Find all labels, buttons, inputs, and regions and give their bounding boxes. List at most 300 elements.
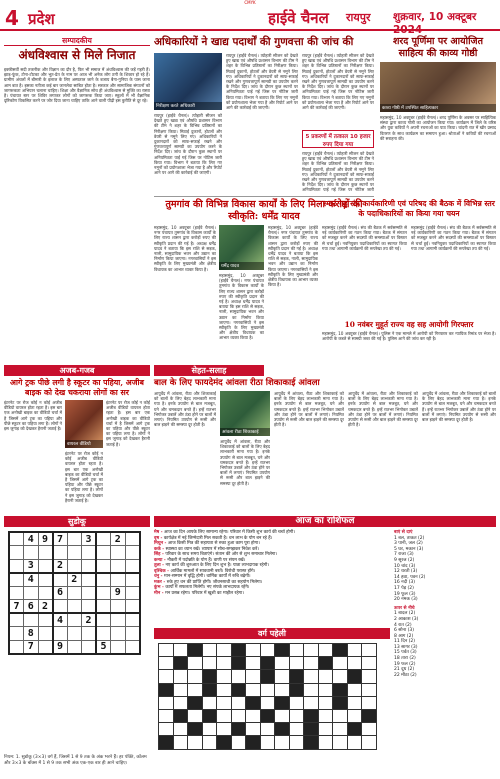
crossword-cell bbox=[275, 736, 290, 749]
rashi-sign: सिंह - bbox=[154, 552, 166, 557]
crossword-cell bbox=[333, 736, 348, 749]
issue-date: शुक्रवार, 10 अक्टूबर 2024 bbox=[393, 11, 477, 36]
sudoku-cell bbox=[53, 573, 68, 587]
crossword-cell bbox=[289, 683, 304, 696]
down-clues bbox=[394, 611, 496, 678]
crossword-row bbox=[159, 670, 377, 683]
ajab-photo bbox=[65, 400, 103, 448]
rashi-text: कार्यों में सफलता मिलेगी। नए संपर्क लाभदायक रहेंगे। bbox=[165, 585, 250, 590]
crossword-cell bbox=[260, 644, 275, 657]
crossword-cell bbox=[318, 736, 333, 749]
right-body: महासमुंद, 10 अक्टूबर (हाईवे चैनल)। शरद पूर्णिमा के अवसर पर साहित्यिक संस्था द्वारा काव्य गोष्ठी का आयोजन किया गया। कार्यक्रम में जिले के वरिष्ठ और युवा कवियों ने अपनी रचनाओं का पाठ किया। चांदनी रात में खीर प्रसाद वितरण के साथ कार्यक्रम का समापन हुआ। श्रोताओं ने कवियों की रचनाओं की सराहना की। bbox=[380, 115, 496, 141]
crossword-cell bbox=[333, 696, 348, 709]
crossword-cell bbox=[318, 644, 333, 657]
crossword-cell bbox=[275, 723, 290, 736]
crossword-cell bbox=[202, 696, 217, 709]
sudoku-cell bbox=[111, 573, 126, 587]
sudoku-cell: 2 bbox=[67, 573, 82, 587]
health-label-box bbox=[154, 365, 496, 376]
sudoku-cell bbox=[96, 532, 111, 546]
crossword-cell bbox=[159, 657, 174, 670]
crossword-cell bbox=[188, 723, 203, 736]
rashi-sign: मिथुन - bbox=[154, 541, 168, 546]
newspaper-logo: हाईवे चैनल bbox=[268, 9, 329, 27]
crossword-cell bbox=[202, 723, 217, 736]
sudoku-cell bbox=[24, 546, 39, 560]
crossword-cell bbox=[260, 723, 275, 736]
crossword-cell bbox=[318, 657, 333, 670]
sudoku-cell bbox=[125, 559, 140, 573]
crossword-cell bbox=[333, 723, 348, 736]
ajab-label-box bbox=[4, 365, 150, 376]
rashi-text: रुके हुए धन की प्राप्ति होगी। जीवनसाथी का सहयोग मिलेगा। bbox=[166, 579, 263, 585]
crossword-cell bbox=[159, 723, 174, 736]
crossword-cell bbox=[173, 723, 188, 736]
crossword-cell bbox=[246, 736, 261, 749]
divider bbox=[154, 196, 374, 197]
crossword-cell bbox=[362, 683, 377, 696]
story3-body-col2: महासमुंद (हाईवे चैनल)। संघ की बैठक में सर्वसम्मति से नई कार्यकारिणी का गठन किया गया। बैठक में संगठन को मजबूत करने और सदस्यों की समस्याओं पर विस्तार से चर्चा हुई। नवनियुक्त पदाधिकारियों का स्वागत किया गया तथा आगामी कार्यक्रमों की रूपरेखा तय की गई। bbox=[411, 225, 496, 251]
crossword-cell bbox=[318, 723, 333, 736]
sudoku-cell bbox=[9, 546, 24, 560]
rashi-sign: वृश्चिक - bbox=[154, 568, 171, 574]
crossword-cell bbox=[202, 736, 217, 749]
across-clue: 16 नदी (3) bbox=[394, 580, 416, 586]
across-clue: 12 धरती (3) bbox=[394, 569, 418, 575]
crossword-cell bbox=[289, 709, 304, 722]
crossword-cell bbox=[173, 709, 188, 722]
crossword-row bbox=[159, 736, 377, 749]
rashi-text: आर्थिक मामलों में सावधानी बरतें। विरोधी परास्त होंगे। bbox=[170, 568, 256, 574]
sudoku-cell bbox=[67, 627, 82, 641]
crossword-cell bbox=[159, 696, 174, 709]
crossword-cell bbox=[347, 723, 362, 736]
story3-body-col1: महासमुंद (हाईवे चैनल)। संघ की बैठक में सर्वसम्मति से नई कार्यकारिणी का गठन किया गया। बैठक में संगठन को मजबूत करने और सदस्यों की समस्याओं पर विस्तार से चर्चा हुई। नवनियुक्त पदाधिकारियों का स्वागत किया गया तथा आगामी कार्यक्रमों की रूपरेखा तय की गई। bbox=[322, 225, 407, 251]
sudoku-cell: 6 bbox=[53, 586, 68, 600]
down-clue: 6 सोना (3) bbox=[394, 628, 414, 634]
sudoku-cell bbox=[111, 613, 126, 627]
crossword-cell bbox=[260, 736, 275, 749]
crossword-cell bbox=[333, 644, 348, 657]
crossword-cell bbox=[275, 696, 290, 709]
sudoku-label-box bbox=[4, 516, 150, 528]
sudoku-cell bbox=[82, 586, 97, 600]
sudoku-cell bbox=[9, 627, 24, 641]
crossword-cell bbox=[347, 644, 362, 657]
crossword-cell bbox=[333, 709, 348, 722]
page-number: 4 bbox=[5, 6, 19, 30]
crossword-cell bbox=[275, 709, 290, 722]
rashi-sign: मेष - bbox=[154, 530, 165, 535]
section-title: प्रदेश bbox=[28, 10, 55, 28]
sudoku-cell bbox=[67, 559, 82, 573]
sudoku-cell bbox=[67, 600, 82, 614]
crossword-cell bbox=[159, 644, 174, 657]
crossword-cell bbox=[217, 709, 232, 722]
across-clue: 14 हवा, पवन (2) bbox=[394, 574, 426, 580]
rashi-text: कार्यक्षेत्र में नई जिम्मेदारी मिल सकती है। धन लाभ के योग बन रहे हैं। bbox=[163, 535, 273, 541]
crossword-cell bbox=[159, 670, 174, 683]
crossword-clues bbox=[394, 530, 496, 776]
crossword-cell bbox=[318, 709, 333, 722]
crossword-cell bbox=[289, 644, 304, 657]
sudoku-cell bbox=[125, 613, 140, 627]
crossword-cell bbox=[347, 736, 362, 749]
crossword-cell bbox=[217, 670, 232, 683]
sudoku-cell: 2 bbox=[53, 559, 68, 573]
rashi-sign: कुंभ - bbox=[154, 585, 166, 590]
crossword-cell bbox=[202, 683, 217, 696]
crossword-row bbox=[159, 657, 377, 670]
rashifal-list bbox=[154, 530, 390, 626]
crossword-cell bbox=[318, 683, 333, 696]
down-clue: 8 आग (2) bbox=[394, 633, 414, 639]
sudoku-cell bbox=[67, 640, 82, 654]
crossword-row bbox=[159, 644, 377, 657]
sudoku-cell bbox=[96, 613, 111, 627]
crossword-cell bbox=[231, 670, 246, 683]
color-registration-mark: CMYK bbox=[0, 0, 500, 5]
across-clue: 1 बल, ताकत (2) bbox=[394, 535, 425, 541]
crossword-cell bbox=[173, 696, 188, 709]
ajab-body-col1: इंटरनेट पर रोज कोई न कोई अजीब वीडियो वायरल होता रहता है। इस बार एक अनोखी बाइक का वीडियो चर्चा में है जिसमें आगे ट्रक का पहिया और पीछे स्कूटर का पहिया लगा है। लोगों ने इस जुगाड़ को देखकर हैरानी जताई है। bbox=[4, 400, 62, 432]
crossword-cell bbox=[246, 657, 261, 670]
story2-body-col1: महासमुंद, 10 अक्टूबर (हाईवे चैनल)। नगर पंचायत तुमगांव के विकास कार्यों के लिए राज्य शासन द्वारा करोड़ों रुपए की स्वीकृति प्रदान की गई है। अध्यक्ष धर्मेंद्र यादव ने बताया कि इस राशि से सड़क, नाली, सामुदायिक भवन और उद्यान का निर्माण किया जाएगा। नगरवासियों ने इस स्वीकृति के लिए मुख्यमंत्री और क्षेत्रीय विधायक का आभार व्यक्त किया है। bbox=[154, 225, 216, 272]
sudoku-row bbox=[9, 573, 140, 587]
sudoku-label: सुडोकू bbox=[4, 516, 150, 527]
rashi-sign: वृष - bbox=[154, 535, 164, 541]
lead-body-col4: रायपुर (हाईवे चैनल)। त्योहारी सीजन को देखते हुए खाद्य एवं औषधि प्रशासन विभाग की टीम ने शहर के विभिन्न प्रतिष्ठानों का निरीक्षण किया। मिठाई दुकानों, होटलों और डेयरी से नमूने लिए गए। अधिकारियों ने दुकानदारों को साफ-सफाई रखने और गुणवत्तापूर्ण सामग्री का उपयोग करने के निर्देश दिए। जांच के दौरान कुछ स्थानों पर अनियमितता पाई गई जिस पर नोटिस जारी bbox=[302, 151, 374, 193]
crossword-cell bbox=[289, 696, 304, 709]
crossword-cell bbox=[304, 736, 319, 749]
sudoku-cell bbox=[9, 613, 24, 627]
rashi-text: मान-सम्मान में वृद्धि होगी। धार्मिक कार्यों में रुचि बढ़ेगी। bbox=[164, 574, 251, 579]
story2-photo-caption: धर्मेंद्र यादव bbox=[219, 262, 264, 270]
ajab-body-col3: इंटरनेट पर रोज कोई न कोई अजीब वीडियो वायरल होता रहता है। इस बार एक अनोखी बाइक का वीडियो चर्चा में है जिसमें आगे ट्रक का पहिया और पीछे स्कूटर का पहिया लगा है। लोगों ने इस जुगाड़ को देखकर हैरानी जताई है। bbox=[106, 400, 150, 447]
sudoku-cell bbox=[82, 559, 97, 573]
sudoku-rules: नियम: 1. सुडोकू (3×3) वर्ग हैं, जिसमें 1 से 9 तक के अंक भरने हैं। हर पंक्ति, कॉलम और 3×3 के बॉक्स में 1 से 9 तक सभी अंक एक-एक बार ही आने चाहिए। bbox=[4, 755, 147, 766]
sudoku-cell bbox=[111, 559, 126, 573]
story2-headline: तुमगांव की विभिन्न विकास कार्यों के लिए मिला करोड़ों की स्वीकृति: धर्मेंद्र यादव bbox=[165, 199, 363, 222]
crossword-cell bbox=[260, 696, 275, 709]
sudoku-cell bbox=[53, 546, 68, 560]
right-photo-caption: काव्य गोष्ठी में उपस्थित साहित्यकार bbox=[380, 104, 496, 112]
crossword-grid bbox=[158, 643, 377, 750]
right-photo bbox=[380, 62, 496, 112]
sudoku-row bbox=[9, 627, 140, 641]
sudoku-cell bbox=[111, 600, 126, 614]
lead-photo bbox=[154, 53, 222, 110]
health-photo-caption: आंवला रीठा शिकाकाई bbox=[220, 428, 270, 436]
editorial-body: इक्कीसवीं सदी तकनीक और विज्ञान का दौर है, फिर भी समाज में अंधविश्वास की जड़ें गहरी हैं। झाड़-फूंक, टोना-टोटका और भूत-प्रेत के नाम पर आज भी अनेक लोग ठगी के शिकार हो रहे हैं। ग्रामीण अंचलों में बीमारी के इलाज के लिए अस्पताल जाने के बजाय बैगा-गुनिया के पास जाना आम बात है। इसका नतीजा कई बार जानलेवा साबित होता है। सरकार और सामाजिक संगठनों को जागरूकता अभियान चलाना चाहिए। शिक्षा और वैज्ञानिक सोच ही अंधविश्वास से मुक्ति का रास्ता है। पंचायत स्तर पर शिविर लगाकर लोगों को जागरूक किया जाए। स्कूलों में भी वैज्ञानिक दृष्टिकोण विकसित करने पर जोर दिया जाना चाहिए ताकि आने वाली पीढ़ी इस कुरीति से दूर रहे। bbox=[4, 67, 150, 104]
health-label: सेहत-सलाह bbox=[154, 365, 264, 376]
crossword-cell bbox=[362, 736, 377, 749]
story2-body-col2: महासमुंद, 10 अक्टूबर (हाईवे चैनल)। नगर पंचायत तुमगांव के विकास कार्यों के लिए राज्य शासन द्वारा करोड़ों रुपए की स्वीकृति प्रदान की गई है। अध्यक्ष धर्मेंद्र यादव ने बताया कि इस राशि से सड़क, नाली, सामुदायिक भवन और उद्यान का निर्माण किया जाएगा। नगरवासियों ने इस स्वीकृति के लिए मुख्यमंत्री और क्षेत्रीय विधायक का आभार व्यक्त किया है। bbox=[219, 273, 264, 341]
crossword-cell bbox=[362, 723, 377, 736]
crossword-cell bbox=[246, 723, 261, 736]
sudoku-cell bbox=[96, 600, 111, 614]
sudoku-row bbox=[9, 586, 140, 600]
rashi-text: स्वास्थ्य का ध्यान रखें। व्यापार में सोच-समझकर निवेश करें। bbox=[165, 546, 259, 552]
down-clue: 18 तारा (2) bbox=[394, 656, 416, 662]
sudoku-cell: 3 bbox=[24, 559, 39, 573]
crossword-cell bbox=[231, 696, 246, 709]
crossword-cell bbox=[362, 696, 377, 709]
rashi-text: नए कार्य की शुरुआत के लिए दिन शुभ है। यात्रा लाभदायक रहेगी। bbox=[165, 563, 270, 568]
story4-headline: 10 नवंबर मुहूर्त राज्य वह सह आयोगी गिरफ्तार bbox=[344, 320, 474, 329]
lead-photo-caption: निरीक्षण करते अधिकारी bbox=[154, 102, 222, 110]
lead-pull-quote: 5 प्रकरणों में तत्काल 10 हजार रुपए दिया गया bbox=[302, 130, 374, 148]
down-clue: 1 बादल (2) bbox=[394, 611, 416, 617]
across-clue: 19 फूल (3) bbox=[394, 591, 416, 597]
rashifal-label-box bbox=[154, 516, 496, 528]
across-title: बाएं से दाएं bbox=[394, 530, 413, 535]
sudoku-row bbox=[9, 600, 140, 614]
down-clue: 13 सागर (3) bbox=[394, 644, 418, 650]
crossword-cell bbox=[217, 683, 232, 696]
rashi-sign: तुला - bbox=[154, 563, 166, 568]
story3-headline: स्मार्ट गड्ड संघ कार्यकारिणी एवं परिषद की बैठक में विभिन्न स्तर के पदाधिकारियों का किया गया चयन bbox=[323, 199, 495, 218]
sudoku-cell bbox=[38, 627, 53, 641]
sudoku-cell: 6 bbox=[24, 600, 39, 614]
crossword-cell bbox=[202, 709, 217, 722]
crossword-cell bbox=[347, 670, 362, 683]
rashi-sign: कर्क - bbox=[154, 546, 166, 552]
across-clue: 9 सूरज (2) bbox=[394, 557, 415, 563]
crossword-cell bbox=[202, 644, 217, 657]
sudoku-cell: 4 bbox=[53, 613, 68, 627]
crossword-cell bbox=[304, 723, 319, 736]
sudoku-cell bbox=[125, 586, 140, 600]
lead-body-col1: रायपुर (हाईवे चैनल)। त्योहारी सीजन को देखते हुए खाद्य एवं औषधि प्रशासन विभाग की टीम ने शहर के विभिन्न प्रतिष्ठानों का निरीक्षण किया। मिठाई दुकानों, होटलों और डेयरी से नमूने लिए गए। अधिकारियों ने दुकानदारों को साफ-सफाई रखने और गुणवत्तापूर्ण सामग्री का उपयोग करने के निर्देश दिए। जांच के दौरान कुछ स्थानों पर अनियमितता पाई गई जिस पर नोटिस जारी किया गया। विभाग ने बताया कि लिए गए नमूनों को प्रयोगशाला भेजा गया है और रिपोर्ट आने पर आगे की कार्रवाई की जाएगी। bbox=[154, 113, 222, 176]
sudoku-row bbox=[9, 613, 140, 627]
crossword-cell bbox=[347, 683, 362, 696]
health-headline: बाल के लिए फायदेमंद आंवला रीठा शिकाकाई आंवला bbox=[154, 378, 320, 388]
crossword-cell bbox=[188, 657, 203, 670]
sudoku-cell bbox=[111, 546, 126, 560]
sudoku-cell bbox=[9, 573, 24, 587]
edition-city: रायपुर bbox=[346, 11, 371, 24]
ajab-label: अजब-गजब bbox=[4, 365, 150, 376]
crossword-cell bbox=[304, 709, 319, 722]
sudoku-cell: 8 bbox=[24, 627, 39, 641]
page-header bbox=[0, 5, 500, 36]
down-clue: 4 रात (2) bbox=[394, 622, 412, 628]
sudoku-cell bbox=[38, 640, 53, 654]
sudoku-cell bbox=[82, 640, 97, 654]
crossword-cell bbox=[318, 670, 333, 683]
editorial-headline: अंधविश्वास से मिले निजात bbox=[18, 48, 136, 62]
crossword-cell bbox=[188, 670, 203, 683]
crossword-cell bbox=[289, 657, 304, 670]
sudoku-cell: 9 bbox=[38, 532, 53, 546]
down-title: ऊपर से नीचे bbox=[394, 605, 415, 611]
crossword-cell bbox=[202, 670, 217, 683]
crossword-cell bbox=[362, 644, 377, 657]
sudoku-cell bbox=[53, 600, 68, 614]
sudoku-row bbox=[9, 559, 140, 573]
crossword-cell bbox=[202, 657, 217, 670]
crossword-cell bbox=[362, 670, 377, 683]
sudoku-cell: 2 bbox=[111, 532, 126, 546]
down-clue: 22 मीठा (2) bbox=[394, 672, 417, 678]
rashifal-label: आज का राशिफल bbox=[154, 516, 496, 527]
rashifal-item bbox=[154, 591, 390, 597]
crossword-cell bbox=[304, 644, 319, 657]
crossword-cell bbox=[173, 657, 188, 670]
sudoku-cell: 2 bbox=[82, 613, 97, 627]
sudoku-cell bbox=[125, 640, 140, 654]
sudoku-cell bbox=[38, 573, 53, 587]
sudoku-cell bbox=[82, 573, 97, 587]
down-clue: 19 फल (2) bbox=[394, 661, 416, 667]
sudoku-cell bbox=[96, 546, 111, 560]
crossword-cell bbox=[159, 683, 174, 696]
crossword-cell bbox=[217, 657, 232, 670]
crossword-cell bbox=[188, 696, 203, 709]
crossword-label-box bbox=[154, 628, 390, 640]
sudoku-cell bbox=[125, 600, 140, 614]
crossword-cell bbox=[188, 736, 203, 749]
rashi-text: मन प्रसन्न रहेगा। परिवार में खुशी का माहौल रहेगा। bbox=[165, 590, 244, 596]
crossword-cell bbox=[333, 657, 348, 670]
across-clue: 7 राजा (3) bbox=[394, 552, 414, 558]
rashi-text: आज किसी मित्र की सहायता से रुका हुआ काम पूरा होगा। bbox=[167, 541, 260, 546]
sudoku-cell bbox=[67, 586, 82, 600]
sudoku-cell: 4 bbox=[24, 573, 39, 587]
sudoku-cell bbox=[67, 546, 82, 560]
crossword-cell bbox=[304, 696, 319, 709]
crossword-row bbox=[159, 683, 377, 696]
crossword-cell bbox=[275, 657, 290, 670]
crossword-cell bbox=[246, 644, 261, 657]
health-body-col4: आयुर्वेद में आंवला, रीठा और शिकाकाई को बालों के लिए बेहद लाभकारी माना गया है। इनके उपयोग से बाल मजबूत, घने और चमकदार बनते हैं। इन्हें रातभर भिगोकर उबालें और ठंडा होने पर बालों में लगाएं। नियमित उपयोग से रूसी और बाल झड़ने की समस्या दूर होती है। bbox=[348, 391, 418, 428]
across-clue: 17 पेड़ (2) bbox=[394, 585, 414, 591]
sudoku-cell: 9 bbox=[111, 586, 126, 600]
crossword-cell bbox=[347, 709, 362, 722]
health-body-col2: आयुर्वेद में आंवला, रीठा और शिकाकाई को बालों के लिए बेहद लाभकारी माना गया है। इनके उपयोग से बाल मजबूत, घने और चमकदार बनते हैं। इन्हें रातभर भिगोकर उबालें और ठंडा होने पर बालों में लगाएं। नियमित उपयोग से रूसी और बाल झड़ने की समस्या दूर होती है। bbox=[220, 439, 270, 486]
sudoku-cell bbox=[82, 600, 97, 614]
editorial-label: सम्पादकीय bbox=[4, 36, 150, 46]
rashi-sign: मीन - bbox=[154, 590, 166, 596]
sudoku-cell bbox=[96, 559, 111, 573]
sudoku-cell bbox=[125, 627, 140, 641]
health-body-col1: आयुर्वेद में आंवला, रीठा और शिकाकाई को बालों के लिए बेहद लाभकारी माना गया है। इनके उपयोग से बाल मजबूत, घने और चमकदार बनते हैं। इन्हें रातभर भिगोकर उबालें और ठंडा होने पर बालों में लगाएं। नियमित उपयोग से रूसी और बाल झड़ने की समस्या दूर होती है। bbox=[154, 391, 216, 428]
crossword-cell bbox=[159, 736, 174, 749]
sudoku-cell bbox=[9, 559, 24, 573]
down-clue: 11 दिन (2) bbox=[394, 639, 416, 645]
lead-body-col2: रायपुर (हाईवे चैनल)। त्योहारी सीजन को देखते हुए खाद्य एवं औषधि प्रशासन विभाग की टीम ने शहर के विभिन्न प्रतिष्ठानों का निरीक्षण किया। मिठाई दुकानों, होटलों और डेयरी से नमूने लिए गए। अधिकारियों ने दुकानदारों को साफ-सफाई रखने और गुणवत्तापूर्ण सामग्री का उपयोग करने के निर्देश दिए। जांच के दौरान कुछ स्थानों पर अनियमितता पाई गई जिस पर नोटिस जारी किया गया। विभाग ने बताया कि लिए गए नमूनों को प्रयोगशाला भेजा गया है और रिपोर्ट आने पर आगे की कार्रवाई की जाएगी। bbox=[226, 53, 298, 111]
across-clue: 5 घर, मकान (3) bbox=[394, 546, 424, 552]
sudoku-row bbox=[9, 640, 140, 654]
crossword-cell bbox=[231, 723, 246, 736]
crossword-cell bbox=[217, 696, 232, 709]
ajab-body-col2: इंटरनेट पर रोज कोई न कोई अजीब वीडियो वायरल होता रहता है। इस बार एक अनोखी बाइक का वीडियो चर्चा में है जिसमें आगे ट्रक का पहिया और पीछे स्कूटर का पहिया लगा है। लोगों ने इस जुगाड़ को देखकर हैरानी जताई है। bbox=[65, 451, 103, 503]
crossword-cell bbox=[188, 709, 203, 722]
crossword-cell bbox=[289, 670, 304, 683]
sudoku-cell: 7 bbox=[53, 532, 68, 546]
down-clue: 15 पर्वत (3) bbox=[394, 650, 417, 656]
crossword-cell bbox=[188, 683, 203, 696]
sudoku-cell bbox=[111, 640, 126, 654]
across-clue: 3 पानी, जल (2) bbox=[394, 541, 423, 547]
sudoku-cell: 7 bbox=[9, 600, 24, 614]
sudoku-cell: 5 bbox=[96, 640, 111, 654]
lead-headline: अधिकारियों ने खाद्य पदार्थों की गुणवत्ता की जांच की bbox=[154, 36, 354, 48]
crossword-cell bbox=[289, 736, 304, 749]
health-body-col3: आयुर्वेद में आंवला, रीठा और शिकाकाई को बालों के लिए बेहद लाभकारी माना गया है। इनके उपयोग से बाल मजबूत, घने और चमकदार बनते हैं। इन्हें रातभर भिगोकर उबालें और ठंडा होने पर बालों में लगाएं। नियमित उपयोग से रूसी और बाल झड़ने की समस्या दूर होती है। bbox=[274, 391, 344, 428]
crossword-cell bbox=[173, 736, 188, 749]
crossword-cell bbox=[246, 683, 261, 696]
story2-body-col3: महासमुंद, 10 अक्टूबर (हाईवे चैनल)। नगर पंचायत तुमगांव के विकास कार्यों के लिए राज्य शासन द्वारा करोड़ों रुपए की स्वीकृति प्रदान की गई है। अध्यक्ष धर्मेंद्र यादव ने बताया कि इस राशि से सड़क, नाली, सामुदायिक भवन और उद्यान का निर्माण किया जाएगा। नगरवासियों ने इस स्वीकृति के लिए मुख्यमंत्री और क्षेत्रीय विधायक का आभार व्यक्त किया है। bbox=[268, 225, 318, 288]
story4-body: महासमुंद, 10 अक्टूबर (हाईवे चैनल)। पुलिस ने एक मामले में आरोपी को गिरफ्तार कर न्यायिक रिमांड पर भेजा है। आरोपी के कब्जे से सामग्री जब्त की गई है। पुलिस आगे की जांच कर रही है। bbox=[322, 331, 496, 342]
crossword-cell bbox=[231, 683, 246, 696]
across-clue: 10 चांद (3) bbox=[394, 563, 416, 569]
sudoku-cell bbox=[24, 586, 39, 600]
rashi-text: आज का दिन आपके लिए सामान्य रहेगा। परिवार में किसी शुभ कार्य की चर्चा होगी। bbox=[164, 530, 295, 535]
crossword-cell bbox=[347, 657, 362, 670]
crossword-cell bbox=[362, 709, 377, 722]
down-clue: 2 आकाश (3) bbox=[394, 616, 419, 622]
sudoku-cell bbox=[125, 532, 140, 546]
sudoku-cell bbox=[82, 546, 97, 560]
sudoku-cell bbox=[96, 627, 111, 641]
crossword-cell bbox=[260, 709, 275, 722]
crossword-cell bbox=[275, 670, 290, 683]
crossword-label: वर्ग पहेली bbox=[154, 628, 390, 639]
sudoku-cell bbox=[111, 627, 126, 641]
crossword-cell bbox=[231, 736, 246, 749]
rashi-sign: मकर - bbox=[154, 579, 167, 585]
sudoku-cell bbox=[125, 546, 140, 560]
sudoku-cell: 2 bbox=[38, 600, 53, 614]
sudoku-cell bbox=[38, 586, 53, 600]
sudoku-cell bbox=[67, 613, 82, 627]
crossword-cell bbox=[246, 670, 261, 683]
crossword-cell bbox=[333, 683, 348, 696]
sudoku-cell bbox=[38, 546, 53, 560]
crossword-cell bbox=[260, 657, 275, 670]
crossword-cell bbox=[173, 683, 188, 696]
crossword-cell bbox=[188, 644, 203, 657]
crossword-cell bbox=[275, 644, 290, 657]
right-headline: शरद पूर्णिमा पर आयोजित साहित्य की काव्य गोष्ठी bbox=[392, 36, 484, 59]
sudoku-cell bbox=[96, 586, 111, 600]
crossword-cell bbox=[333, 670, 348, 683]
crossword-cell bbox=[173, 644, 188, 657]
crossword-cell bbox=[260, 683, 275, 696]
ajab-headline: आगे ट्रक पीछे लगी है स्कूटर का पहिया, अजीब बाइक को देख चकराया लोगों का सर bbox=[10, 378, 144, 397]
across-clue: 20 नमक (3) bbox=[394, 597, 418, 603]
crossword-cell bbox=[304, 657, 319, 670]
sudoku-cell bbox=[9, 640, 24, 654]
sudoku-cell bbox=[9, 586, 24, 600]
health-body-col5: आयुर्वेद में आंवला, रीठा और शिकाकाई को बालों के लिए बेहद लाभकारी माना गया है। इनके उपयोग से बाल मजबूत, घने और चमकदार बनते हैं। इन्हें रातभर भिगोकर उबालें और ठंडा होने पर बालों में लगाएं। नियमित उपयोग से रूसी और बाल झड़ने की समस्या दूर होती है। bbox=[422, 391, 496, 423]
crossword-cell bbox=[246, 696, 261, 709]
crossword-cell bbox=[217, 644, 232, 657]
crossword-cell bbox=[260, 670, 275, 683]
sudoku-grid bbox=[8, 531, 141, 655]
crossword-cell bbox=[231, 644, 246, 657]
rashi-sign: कन्या - bbox=[154, 557, 168, 563]
sudoku-cell bbox=[38, 613, 53, 627]
sudoku-cell: 9 bbox=[53, 640, 68, 654]
crossword-cell bbox=[289, 723, 304, 736]
sudoku-row bbox=[9, 546, 140, 560]
sudoku-cell bbox=[9, 532, 24, 546]
rashi-sign: धनु - bbox=[154, 574, 165, 579]
sudoku-cell: 4 bbox=[24, 532, 39, 546]
